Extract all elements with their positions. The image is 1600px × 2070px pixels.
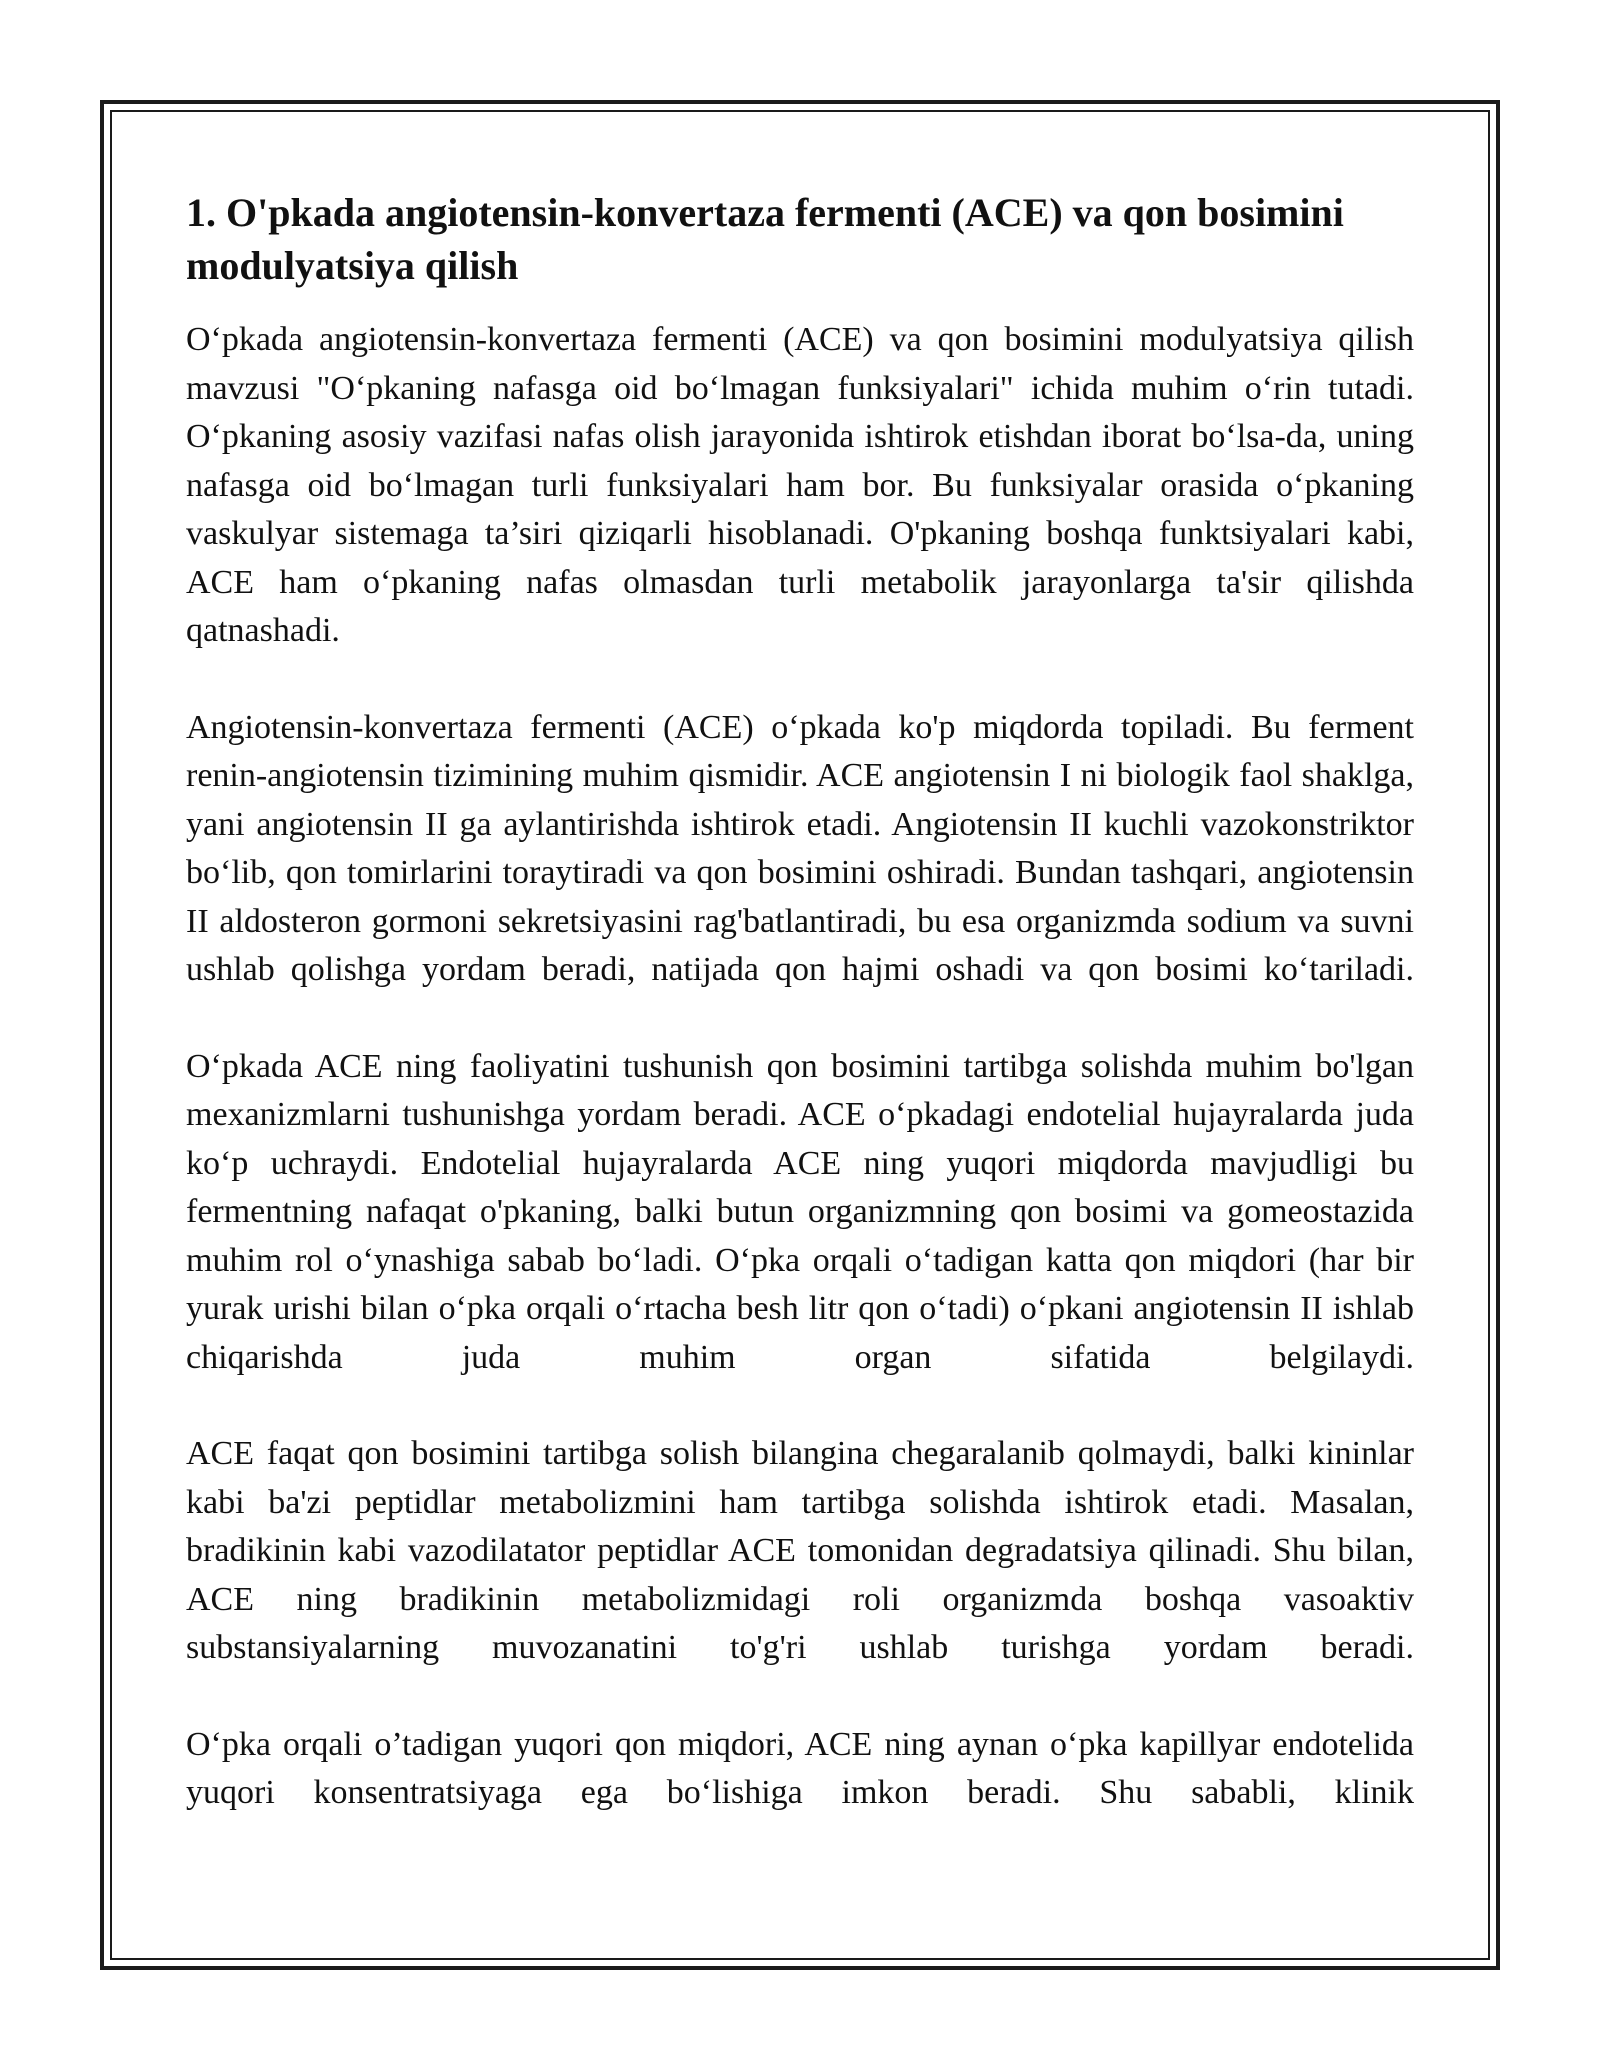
paragraph-4: ACE faqat qon bosimini tartibga solish bilangina chegaralanib qolmaydi, balki kininlar kabi ba'zi peptidlar metabolizmini ham tartibga solishda ishtirok etadi. Masalan, bradikinin kabi vazodilatator peptidlar ACE tomonidan degradatsiya qilinadi. Shu bilan, ACE ning bradikinin metabolizmidagi roli organizmda boshqa vasoaktiv substansiyalarning muvozanatini to'g'ri ushlab turishga yordam beradi. bbox=[186, 1435, 1414, 1666]
section-heading: 1. O'pkada angiotensin-konvertaza fermenti (ACE) va qon bosimini modulyatsiya qilish bbox=[186, 190, 1344, 288]
document-content bbox=[186, 186, 1414, 1818]
paragraph-2: Angiotensin-konvertaza fermenti (ACE) o‘pkada ko'p miqdorda topiladi. Bu ferment renin-angiotensin tizimining muhim qismidir. ACE angiotensin I ni biologik faol shaklga, yani angiotensin II ga aylantirishda ishtirok etadi. Angiotensin II kuchli vazokonstriktor bo‘lib, qon tomirlarini toraytiradi va qon bosimini oshiradi. Bundan tashqari, angiotensin II aldosteron gormoni sekretsiyasini rag'batlantiradi, bu esa organizmda sodium va suvni ushlab qolishga yordam beradi, natijada qon hajmi oshadi va qon bosimi ko‘tariladi. bbox=[186, 708, 1414, 988]
paragraph-1: O‘pkada angiotensin-konvertaza fermenti (ACE) va qon bosimini modulyatsiya qilish mavzusi "O‘pkaning nafasga oid bo‘lmagan funksiyalari" ichida muhim o‘rin tutadi. O‘pkaning asosiy vazifasi nafas olish jarayonida ishtirok etishdan iborat bo‘lsa-da, uning nafasga oid bo‘lmagan turli funksiyalari ham bor. Bu funksiyalar orasida o‘pkaning vaskulyar sistemaga ta’siri qiziqarli hisoblanadi. O'pkaning boshqa funktsiyalari kabi, ACE ham o‘pkaning nafas olmasdan turli metabolik jarayonlarga ta'sir qilishda qatnashadi. bbox=[186, 321, 1414, 649]
paragraph-3: O‘pkada ACE ning faoliyatini tushunish qon bosimini tartibga solishda muhim bo'lgan mexanizmlarni tushunishga yordam beradi. ACE o‘pkadagi endotelial hujayralarda juda ko‘p uchraydi. Endotelial hujayralarda ACE ning yuqori miqdorda mavjudligi bu fermentning nafaqat o'pkaning, balki butun organizmning qon bosimi va gomeostazida muhim rol o‘ynashiga sabab bo‘ladi. O‘pka orqali o‘tadigan katta qon miqdori (har bir yurak urishi bilan o‘pka orqali o‘rtacha besh litr qon o‘tadi) o‘pkani angiotensin II ishlab chiqarishda juda muhim organ sifatida belgilaydi. bbox=[186, 1047, 1414, 1376]
paragraph-5: O‘pka orqali o’tadigan yuqori qon miqdori, ACE ning aynan o‘pka kapillyar endotelida yuqori konsentratsiyaga ega bo‘lishiga imkon beradi. Shu sababli, klinik bbox=[186, 1725, 1414, 1811]
